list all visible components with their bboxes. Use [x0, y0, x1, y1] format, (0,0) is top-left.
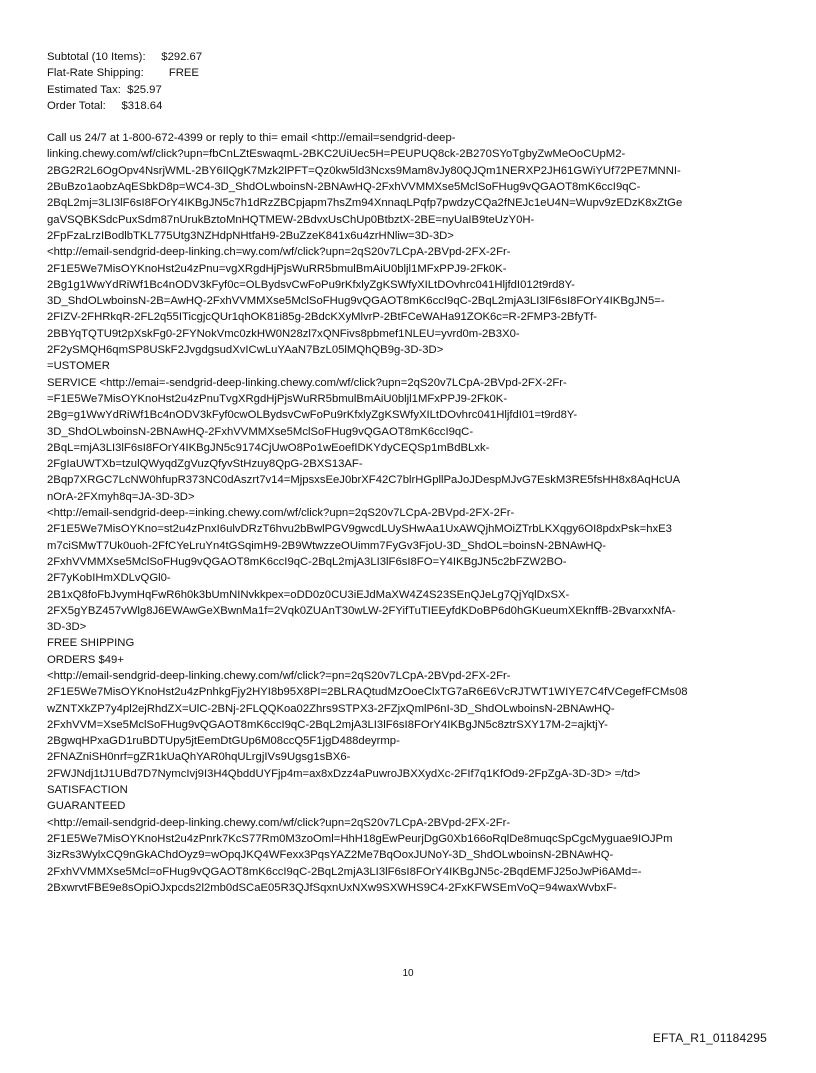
summary-spacing [144, 67, 169, 79]
summary-value: $25.97 [127, 83, 162, 96]
text-line: <http://email-sendgrid-deep-=inking.chewy.com/wf/click?upn=2qS20v7LCpA-2BVpd-2FX-2Fr- [47, 507, 515, 520]
text-line: 2B1xQ8foFbJvymHqFwR6h0k3bUmNINvkkpex=oDD0z0CU3iEJdMaXW4Z4S23SEnQJeLg7QjYqlDxSX- [47, 588, 570, 601]
summary-row [47, 65, 771, 81]
text-line: m7ciSMwT7Uk0uoh-2FfCYeLruYn4tGSqimH9-2B9WtwzzeOUimm7FyGv3FjoU-3D_ShdOL=boinsN-2BNAwHQ- [47, 539, 607, 552]
text-line: 2F7yKobIHmXDLvQGl0- [47, 572, 171, 585]
text-line: 2BG2R2L6OgOpv4NsrjWML-2BY6IlQgK7Mzk2lPFT=Qz0kw5ld3Ncxs9Mam8vJy80QJQm1NERXP2JH61GWiYUf72PE7MNNI- [47, 164, 681, 177]
spacer [47, 114, 771, 130]
text-line: 2BBYqTQTU9t2pXskFg0-2FYNokVmc0zkHW0N28zl7xQNFivs8pbmef1NLEU=yvrd0m-2B3X0- [47, 327, 520, 340]
text-line: 2FxhVVM=Xse5MclSoFHug9vQGAOT8mK6ccI9qC-2BqL2mjA3LI3lF6sI8FOrY4IKBgJN5c8ztrSXY17M-2=ajktjY- [47, 718, 608, 731]
text-line: 2F1E5We7MisOYKnoHst2u4zPnhkgFjy2HYI8b95X8PI=2BLRAQtudMzOoeClxTG7aR6E6VcRJTWT1WIYE7C4fVCegefFCMs08 [47, 686, 688, 699]
text-line: SERVICE <http://emai=-sendgrid-deep-linking.chewy.com/wf/click?upn=2qS20v7LCpA-2BVpd-2FX-2Fr- [47, 376, 567, 389]
text-line: 3D_ShdOLwboinsN-2BNAwHQ-2FxhVVMMXse5MclSoFHug9vQGAOT8mK6ccI9qC- [47, 425, 474, 438]
text-line: 2FIZV-2FHRkqR-2FL2q55ITicgjcQUr1qhOK81i85g-2BdcKXyMlvrP-2BtFCeWAHa91ZOK6c=R-2FMP3-2BfyTf- [47, 311, 598, 324]
summary-row [47, 49, 771, 65]
text-line: 3D_ShdOLwboinsN-2B=AwHQ-2FxhVVMMXse5MclSoFHug9vQGAOT8mK6ccI9qC-2BqL2mjA3LI3lF6sI8FOrY4IKBgJN5=- [47, 295, 665, 308]
text-line: 2FWJNdj1tJ1UBd7D7NymcIvj9I3H4QbddUYFjp4m=ax8xDzz4aPuwroJBXXydXc-2FIf7q1KfOd9-2FpZgA-3D-3D> =/td> [47, 767, 641, 780]
text-line: ORDERS $49+ [47, 653, 124, 666]
text-line: 2BqL2mj=3LI3lF6sI8FOrY4IKBgJN5c7h1dRzZBCpjapm7hsZm94XnnaqLPqfp7pwdzyCQa2fNEJc1eU4N=Wupv9zEDzK8xZtGe [47, 197, 683, 210]
summary-value: $318.64 [121, 99, 163, 112]
text-line: 2FNAZniSH0nrf=gZR1kUaQhYAR0hqULrgjIVs9Ugsg1sBX6- [47, 751, 351, 764]
text-line: FREE SHIPPING [47, 637, 135, 650]
text-line: =F1E5We7MisOYKnoHst2u4zPnuTvgXRgdHjPjsWuRR5bmulBmAiU0bljl1MFxPPJ9-2Fk0K- [47, 392, 508, 405]
text-line: 2FpFzaLrzIBodlbTKL775Utg3NZHdpNHtfaH9-2BuZzeK841x6u4zrHNliw=3D-3D> [47, 229, 454, 242]
text-line: <http://email-sendgrid-deep-linking.chewy.com/wf/click?=pn=2qS20v7LCpA-2BVpd-2FX-2Fr- [47, 669, 511, 682]
summary-label: Order Total: [47, 99, 106, 112]
text-line: 2FxhVVMMXse5Mcl=oFHug9vQGAOT8mK6ccI9qC-2BqL2mjA3LI3lF6sI8FOrY4IKBgJN5c-2BqdEMFJ25oJwPi6AMd=- [47, 865, 642, 878]
summary-value: FREE [168, 67, 199, 80]
text-line: 2BqL=mjA3LI3lF6sI8FOrY4IKBgJN5c9174CjUwO8Po1wEoefIDKYdyCEQSp1mBdBLxk- [47, 441, 490, 454]
text-line: <http://email-sendgrid-deep-linking.chewy.com/wf/click?upn=2qS20v7LCpA-2BVpd-2FX-2Fr- [47, 816, 511, 829]
text-line: gaVSQBKSdcPuxSdm87nUrukBztoMnHQTMEW-2BdvxUsChUp0BtbztX-2BE=nyUaIB9teUzY0H- [47, 213, 535, 226]
order-summary [47, 49, 771, 114]
text-line: 2BgwqHPxaGD1ruBDTUpy5jtEemDtGUp6M08ccQ5F1jgD488deyrmp- [47, 735, 400, 748]
text-line: 2Bqp7XRGC7LcNW0hfupR373NC0dAszrt7v14=MjpsxsEeJ0brXF42C7blrHGpllPaJoJDespMJvG7EskM3RE5fsHH8x8AqHcUA [47, 474, 681, 487]
text-line: linking.chewy.com/wf/click?upn=fbCnLZtEswaqmL-2BKC2UiUec5H=PEUPUQ8ck-2B270SYoTgbyZwMeOoCUpM2- [47, 148, 626, 161]
summary-spacing [106, 100, 122, 112]
text-line: 2BxwrvtFBE9e8sOpiOJxpcds2l2mb0dSCaE05R3QJfSqxnUxNXw9SXWHS9C4-2FxKFWSEmVoQ=94waxWvbxF- [47, 881, 617, 894]
text-line: 2F2ySMQH6qmSP8USkF2JvgdgsudXvICwLuYAaN7BzL05lMQhQB9g-3D-3D> [47, 344, 444, 357]
summary-label: Subtotal (10 Items): [47, 51, 146, 63]
summary-row [47, 82, 771, 98]
text-line: wZNTXkZP7y4pl2ejRhdZX=UlC-2BNj-2FLQQKoa02Zhrs9STPX3-2FZjxQmlP6nI-3D_ShdOLwboinsN-2BNAwHQ- [47, 702, 615, 715]
text-line: 3D-3D> [47, 621, 87, 634]
text-line: GUARANTEED [47, 800, 126, 813]
summary-label: Flat-Rate Shipping: [47, 67, 144, 80]
text-line: =USTOMER [47, 360, 110, 373]
text-line: 2Bg1g1WwYdRiWf1Bc4nODV3kFyf0c=OLBydsvCwFoPu9rKfxlyZgKSWfyXILtDOvhrc041HljfdI012t9rd8Y- [47, 278, 575, 291]
text-line: 2Bg=g1WwYdRiWf1Bc4nODV3kFyf0cwOLBydsvCwFoPu9rKfxlyZgKSWfyXILtDOvhrc041HljfdI01=t9rd8Y- [47, 409, 578, 422]
text-line: Call us 24/7 at 1-800-672-4399 or reply to thi= email <http://email=sendgrid-deep- [47, 132, 456, 145]
text-line: 2FX5gYBZ457vWlg8J6EWAwGeXBwnMa1f=2Vqk0ZUAnT30wLW-2FYifTuTIEEyfdKDoBP6d0hGKueumXEknffB-2BvarxxNfA- [47, 604, 676, 617]
text-line: nOrA-2FXmyh8q=JA-3D-3D> [47, 490, 195, 503]
summary-row [47, 98, 771, 114]
text-line: 3izRs3WylxCQ9nGkAChdOyz9=wOpqJKQ4WFexx3PqsYAZ2Me7BqOoxJUNoY-3D_ShdOLwboinsN-2BNAwHQ- [47, 849, 614, 862]
text-line: 2FxhVVMMXse5MclSoFHug9vQGAOT8mK6ccI9qC-2BqL2mjA3LI3lF6sI8FO=Y4IKBgJN5c2bFZW2BO- [47, 555, 567, 568]
page-number: 10 [402, 968, 414, 979]
text-line: <http://email-sendgrid-deep-linking.ch=wy.com/wf/click?upn=2qS20v7LCpA-2BVpd-2FX-2Fr- [47, 246, 511, 259]
document-id: EFTA_R1_01184295 [652, 1031, 767, 1045]
text-line: 2F1E5We7MisOYKnoHst2u4zPnu=vgXRgdHjPjsWuRR5bmulBmAiU0bljl1MFxPPJ9-2Fk0K- [47, 262, 507, 275]
text-line: 2BuBzo1aobzAqESbkD8p=WC4-3D_ShdOLwboinsN-2BNAwHQ-2FxhVVMMXse5MclSoFHug9vQGAOT8mK6ccI9qC- [47, 181, 641, 194]
summary-value: $292.67 [161, 51, 203, 63]
text-line: SATISFACTION [47, 784, 128, 797]
summary-spacing [146, 51, 162, 63]
summary-label: Estimated Tax: [47, 83, 121, 96]
email-text-lines [47, 130, 771, 896]
text-line: 2FgIaUWTXb=tzulQWyqdZgVuzQfyvStHzuy8QpG-2BXS13AF- [47, 458, 363, 471]
text-line: 2F1E5We7MisOYKnoHst2u4zPnrk7KcS77Rm0M3zoOml=HhH18gEwPeurjDgG0Xb166oRqlDe8muqcSpCgcMyguae9IOJPm [47, 832, 673, 845]
text-line: 2F1E5We7MisOYKno=st2u4zPnxI6ulvDRzT6hvu2bBwlPGV9gwcdLUySHwAa1UxAWQjhMOiZTrbLKXqgy6OI8pdxPsk=hxE3 [47, 523, 672, 536]
email-body [47, 49, 771, 896]
